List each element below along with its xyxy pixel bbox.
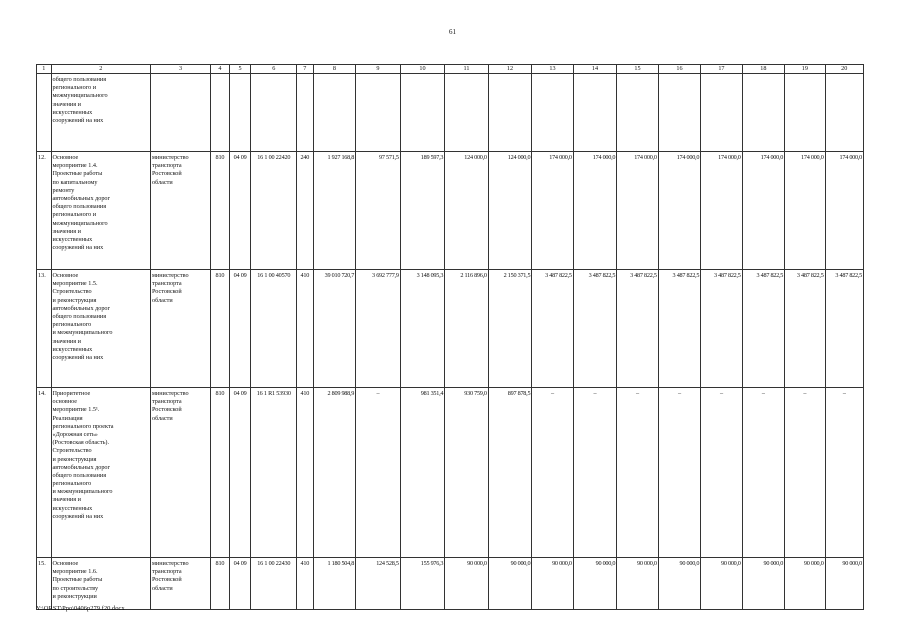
amount-cell-c12: 90 000,0 — [488, 558, 532, 610]
csr-code-cell: 16 1 00 40570 — [251, 270, 297, 388]
amount-cell-c10 — [400, 74, 445, 152]
amount-cell-c16: – — [658, 388, 700, 558]
activity-name-cell: Основное мероприятие 1.6. Проектные работы по строительству и реконструкции — [51, 558, 150, 610]
column-header-3: 3 — [150, 65, 210, 74]
column-header-6: 6 — [251, 65, 297, 74]
amount-cell-c19 — [785, 74, 825, 152]
amount-cell-c18: – — [742, 388, 784, 558]
activity-name-cell: Основное мероприятие 1.5. Строительство и реконструкция автомобильных дорог общего пользования регионального и межмуниципального значения и искусственных сооружений на них — [51, 270, 150, 388]
row-number-cell: 12. — [37, 152, 52, 270]
executor-cell: министерство транспорта Ростовской области — [150, 152, 210, 270]
executor-cell: министерство транспорта Ростовской области — [150, 270, 210, 388]
amount-cell-c15: 90 000,0 — [617, 558, 658, 610]
table-row — [37, 558, 864, 610]
csr-code-cell — [251, 74, 297, 152]
amount-cell-c15 — [617, 74, 658, 152]
rz-pr-code-cell: 04 09 — [229, 388, 251, 558]
vr-code-cell: 410 — [297, 558, 314, 610]
amount-cell-c16: 174 000,0 — [658, 152, 700, 270]
table-row — [37, 270, 864, 388]
amount-cell-c8: 2 809 988,9 — [313, 388, 355, 558]
table-row — [37, 152, 864, 270]
column-header-11: 11 — [445, 65, 489, 74]
amount-cell-c18: 174 000,0 — [742, 152, 784, 270]
column-header-9: 9 — [356, 65, 401, 74]
amount-cell-c12: 2 150 371,5 — [488, 270, 532, 388]
vr-code-cell: 410 — [297, 388, 314, 558]
column-header-13: 13 — [532, 65, 573, 74]
amount-cell-c14: – — [573, 388, 617, 558]
table-body — [37, 65, 864, 610]
activity-name-cell: Основное мероприятие 1.4. Проектные работы по капитальному ремонту автомобильных дорог общего пользования регионального и межмуниципального значения и искусственных сооружений на них — [51, 152, 150, 270]
csr-code-cell: 16 1 00 22430 — [251, 558, 297, 610]
executor-cell: министерство транспорта Ростовской области — [150, 558, 210, 610]
row-number-cell: 14. — [37, 388, 52, 558]
gr-code-cell: 810 — [211, 558, 230, 610]
amount-cell-c11: 930 759,0 — [445, 388, 489, 558]
amount-cell-c8: 1 927 168,8 — [313, 152, 355, 270]
column-header-12: 12 — [488, 65, 532, 74]
amount-cell-c16: 3 487 822,5 — [658, 270, 700, 388]
rz-pr-code-cell: 04 09 — [229, 152, 251, 270]
amount-cell-c13: 90 000,0 — [532, 558, 573, 610]
amount-cell-c17: – — [701, 388, 742, 558]
amount-cell-c14: 174 000,0 — [573, 152, 617, 270]
amount-cell-c18: 90 000,0 — [742, 558, 784, 610]
rz-pr-code-cell — [229, 74, 251, 152]
activity-name-cell: Приоритетное основное мероприятие 1.5¹. Реализация регионального проекта «Дорожная сеть» (Ростовская область). Строительство и реконструкция автомобильных дорог общего пользования регионального и межмуниципального значения и искусственных сооружений на них — [51, 388, 150, 558]
amount-cell-c20: 90 000,0 — [825, 558, 863, 610]
amount-cell-c15: 174 000,0 — [617, 152, 658, 270]
column-header-1: 1 — [37, 65, 52, 74]
vr-code-cell: 240 — [297, 152, 314, 270]
amount-cell-c10: 189 597,3 — [400, 152, 445, 270]
rz-pr-code-cell: 04 09 — [229, 558, 251, 610]
amount-cell-c18 — [742, 74, 784, 152]
amount-cell-c20: 174 000,0 — [825, 152, 863, 270]
column-header-18: 18 — [742, 65, 784, 74]
amount-cell-c19: 174 000,0 — [785, 152, 825, 270]
amount-cell-c8: 39 010 720,7 — [313, 270, 355, 388]
amount-cell-c13 — [532, 74, 573, 152]
amount-cell-c12: 124 000,0 — [488, 152, 532, 270]
amount-cell-c20: 3 487 822,5 — [825, 270, 863, 388]
column-header-10: 10 — [400, 65, 445, 74]
amount-cell-c14 — [573, 74, 617, 152]
column-header-4: 4 — [211, 65, 230, 74]
amount-cell-c10: 155 976,3 — [400, 558, 445, 610]
amount-cell-c13: 174 000,0 — [532, 152, 573, 270]
row-number-cell: 13. — [37, 270, 52, 388]
gr-code-cell: 810 — [211, 152, 230, 270]
amount-cell-c10: 981 351,4 — [400, 388, 445, 558]
amount-cell-c16: 90 000,0 — [658, 558, 700, 610]
amount-cell-c14: 90 000,0 — [573, 558, 617, 610]
column-header-19: 19 — [785, 65, 825, 74]
column-header-17: 17 — [701, 65, 742, 74]
column-header-14: 14 — [573, 65, 617, 74]
budget-table — [36, 64, 864, 610]
column-header-15: 15 — [617, 65, 658, 74]
activity-name-cell: общего пользования регионального и межмуниципального значения и искусственных сооружений на них — [51, 74, 150, 152]
column-header-5: 5 — [229, 65, 251, 74]
amount-cell-c17: 90 000,0 — [701, 558, 742, 610]
amount-cell-c12: 897 878,5 — [488, 388, 532, 558]
gr-code-cell: 810 — [211, 388, 230, 558]
vr-code-cell — [297, 74, 314, 152]
gr-code-cell: 810 — [211, 270, 230, 388]
amount-cell-c16 — [658, 74, 700, 152]
vr-code-cell: 410 — [297, 270, 314, 388]
amount-cell-c11: 2 116 896,0 — [445, 270, 489, 388]
table-row — [37, 74, 864, 152]
amount-cell-c19: 90 000,0 — [785, 558, 825, 610]
amount-cell-c8: 1 180 504,8 — [313, 558, 355, 610]
gr-code-cell — [211, 74, 230, 152]
amount-cell-c9: 124 528,5 — [356, 558, 401, 610]
row-number-cell: 15. — [37, 558, 52, 610]
column-header-20: 20 — [825, 65, 863, 74]
amount-cell-c17: 3 487 822,5 — [701, 270, 742, 388]
amount-cell-c11: 90 000,0 — [445, 558, 489, 610]
file-path-footer: Y:\ORST\Ppo\0406p279.f20.docx — [36, 605, 125, 612]
amount-cell-c13: 3 487 822,5 — [532, 270, 573, 388]
column-header-16: 16 — [658, 65, 700, 74]
amount-cell-c11 — [445, 74, 489, 152]
amount-cell-c19: – — [785, 388, 825, 558]
amount-cell-c13: – — [532, 388, 573, 558]
amount-cell-c15: – — [617, 388, 658, 558]
column-header-2: 2 — [51, 65, 150, 74]
amount-cell-c18: 3 487 822,5 — [742, 270, 784, 388]
amount-cell-c9: – — [356, 388, 401, 558]
amount-cell-c20: – — [825, 388, 863, 558]
amount-cell-c9: 97 571,5 — [356, 152, 401, 270]
amount-cell-c12 — [488, 74, 532, 152]
amount-cell-c14: 3 487 822,5 — [573, 270, 617, 388]
amount-cell-c15: 3 487 822,5 — [617, 270, 658, 388]
executor-cell: министерство транспорта Ростовской области — [150, 388, 210, 558]
column-header-7: 7 — [297, 65, 314, 74]
amount-cell-c20 — [825, 74, 863, 152]
page-number: 61 — [449, 28, 456, 36]
amount-cell-c17 — [701, 74, 742, 152]
amount-cell-c9: 3 692 777,9 — [356, 270, 401, 388]
column-header-8: 8 — [313, 65, 355, 74]
csr-code-cell: 16 1 00 22420 — [251, 152, 297, 270]
csr-code-cell: 16 1 R1 53930 — [251, 388, 297, 558]
amount-cell-c9 — [356, 74, 401, 152]
amount-cell-c17: 174 000,0 — [701, 152, 742, 270]
table-row — [37, 388, 864, 558]
amount-cell-c19: 3 487 822,5 — [785, 270, 825, 388]
header-row — [37, 65, 864, 74]
amount-cell-c8 — [313, 74, 355, 152]
executor-cell — [150, 74, 210, 152]
amount-cell-c11: 124 000,0 — [445, 152, 489, 270]
row-number-cell — [37, 74, 52, 152]
rz-pr-code-cell: 04 09 — [229, 270, 251, 388]
amount-cell-c10: 3 148 095,3 — [400, 270, 445, 388]
